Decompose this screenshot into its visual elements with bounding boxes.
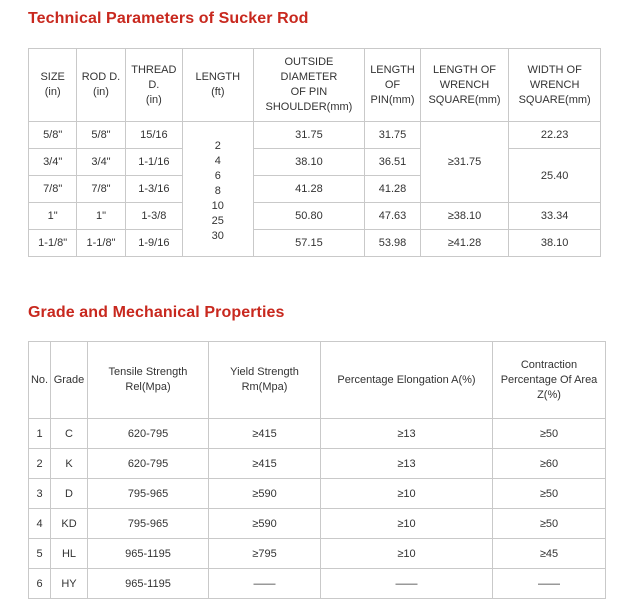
cell-contraction: ≥45 — [493, 539, 606, 569]
table-row — [29, 230, 601, 257]
table-header-row — [29, 342, 606, 419]
cell-no: 2 — [29, 449, 51, 479]
technical-parameters-table — [28, 48, 601, 257]
cell-thread-d: 1-1/16 — [125, 149, 182, 176]
cell-tensile: 795-965 — [88, 509, 209, 539]
cell-thread-d: 1-3/16 — [125, 176, 182, 203]
cell-contraction: ≥50 — [493, 509, 606, 539]
table-row — [29, 203, 601, 230]
cell-contraction: ≥60 — [493, 449, 606, 479]
table-row — [29, 419, 606, 449]
cell-elongation: ≥10 — [321, 539, 493, 569]
cell-contraction: —— — [493, 569, 606, 599]
header-no: No. — [29, 342, 51, 419]
cell-length-of-wrench: ≥41.28 — [420, 230, 509, 257]
cell-thread-d: 1-3/8 — [125, 203, 182, 230]
cell-width-of-wrench-group: 25.40 — [509, 149, 601, 203]
header-percentage-elongation: Percentage Elongation A(%) — [321, 342, 493, 419]
table-row — [29, 122, 601, 149]
cell-yield: ≥590 — [209, 509, 321, 539]
header-yield-strength: Yield Strength Rm(Mpa) — [209, 342, 321, 419]
header-length-of-wrench-square: LENGTH OF WRENCH SQUARE(mm) — [420, 49, 509, 122]
table-row — [29, 569, 606, 599]
cell-length-of-wrench: ≥38.10 — [420, 203, 509, 230]
cell-grade: HL — [51, 539, 88, 569]
cell-elongation: ≥10 — [321, 509, 493, 539]
technical-parameters-title: Technical Parameters of Sucker Rod — [28, 10, 309, 27]
cell-rod-d: 7/8" — [77, 176, 125, 203]
cell-yield: ≥415 — [209, 449, 321, 479]
cell-rod-d: 5/8" — [77, 122, 125, 149]
header-rod-d: ROD D. (in) — [77, 49, 125, 122]
cell-size: 7/8" — [29, 176, 77, 203]
cell-no: 3 — [29, 479, 51, 509]
cell-grade: K — [51, 449, 88, 479]
cell-outside-diameter: 38.10 — [253, 149, 365, 176]
header-length-of-pin: LENGTH OF PIN(mm) — [365, 49, 420, 122]
cell-length-of-pin: 31.75 — [365, 122, 420, 149]
cell-no: 4 — [29, 509, 51, 539]
cell-yield: ≥795 — [209, 539, 321, 569]
cell-length-values: 2 4 6 8 10 25 30 — [183, 122, 253, 257]
cell-size: 5/8" — [29, 122, 77, 149]
cell-yield: ≥415 — [209, 419, 321, 449]
header-outside-diameter: OUTSIDE DIAMETER OF PIN SHOULDER(mm) — [253, 49, 365, 122]
cell-outside-diameter: 50.80 — [253, 203, 365, 230]
cell-grade: KD — [51, 509, 88, 539]
cell-elongation: ≥13 — [321, 449, 493, 479]
cell-size: 1" — [29, 203, 77, 230]
cell-elongation: ≥10 — [321, 479, 493, 509]
cell-tensile: 795-965 — [88, 479, 209, 509]
cell-yield: —— — [209, 569, 321, 599]
cell-contraction: ≥50 — [493, 419, 606, 449]
cell-tensile: 965-1195 — [88, 569, 209, 599]
table-row — [29, 449, 606, 479]
cell-rod-d: 1" — [77, 203, 125, 230]
header-grade: Grade — [51, 342, 88, 419]
cell-yield: ≥590 — [209, 479, 321, 509]
header-length: LENGTH (ft) — [183, 49, 253, 122]
cell-no: 5 — [29, 539, 51, 569]
header-width-of-wrench-square: WIDTH OF WRENCH SQUARE(mm) — [509, 49, 601, 122]
cell-thread-d: 15/16 — [125, 122, 182, 149]
cell-width-of-wrench: 38.10 — [509, 230, 601, 257]
header-contraction: Contraction Percentage Of Area Z(%) — [493, 342, 606, 419]
cell-length-of-pin: 41.28 — [365, 176, 420, 203]
cell-length-of-pin: 53.98 — [365, 230, 420, 257]
cell-rod-d: 1-1/8" — [77, 230, 125, 257]
cell-no: 6 — [29, 569, 51, 599]
cell-tensile: 965-1195 — [88, 539, 209, 569]
cell-outside-diameter: 57.15 — [253, 230, 365, 257]
cell-elongation: ≥13 — [321, 419, 493, 449]
table-header-row — [29, 49, 601, 122]
cell-thread-d: 1-9/16 — [125, 230, 182, 257]
cell-length-of-pin: 36.51 — [365, 149, 420, 176]
cell-width-of-wrench: 33.34 — [509, 203, 601, 230]
table-row — [29, 509, 606, 539]
cell-grade: D — [51, 479, 88, 509]
cell-rod-d: 3/4" — [77, 149, 125, 176]
cell-size: 3/4" — [29, 149, 77, 176]
header-thread-d: THREAD D. (in) — [125, 49, 182, 122]
cell-size: 1-1/8" — [29, 230, 77, 257]
cell-width-of-wrench: 22.23 — [509, 122, 601, 149]
table-row — [29, 149, 601, 176]
cell-tensile: 620-795 — [88, 419, 209, 449]
cell-length-of-wrench-group: ≥31.75 — [420, 122, 509, 203]
cell-elongation: —— — [321, 569, 493, 599]
table-row — [29, 539, 606, 569]
cell-outside-diameter: 31.75 — [253, 122, 365, 149]
table-row — [29, 479, 606, 509]
cell-grade: C — [51, 419, 88, 449]
header-tensile-strength: Tensile Strength Rel(Mpa) — [88, 342, 209, 419]
cell-contraction: ≥50 — [493, 479, 606, 509]
cell-tensile: 620-795 — [88, 449, 209, 479]
cell-outside-diameter: 41.28 — [253, 176, 365, 203]
grade-properties-title: Grade and Mechanical Properties — [28, 304, 285, 321]
cell-no: 1 — [29, 419, 51, 449]
header-size: SIZE (in) — [29, 49, 77, 122]
cell-grade: HY — [51, 569, 88, 599]
grade-properties-table — [28, 341, 606, 599]
cell-length-of-pin: 47.63 — [365, 203, 420, 230]
